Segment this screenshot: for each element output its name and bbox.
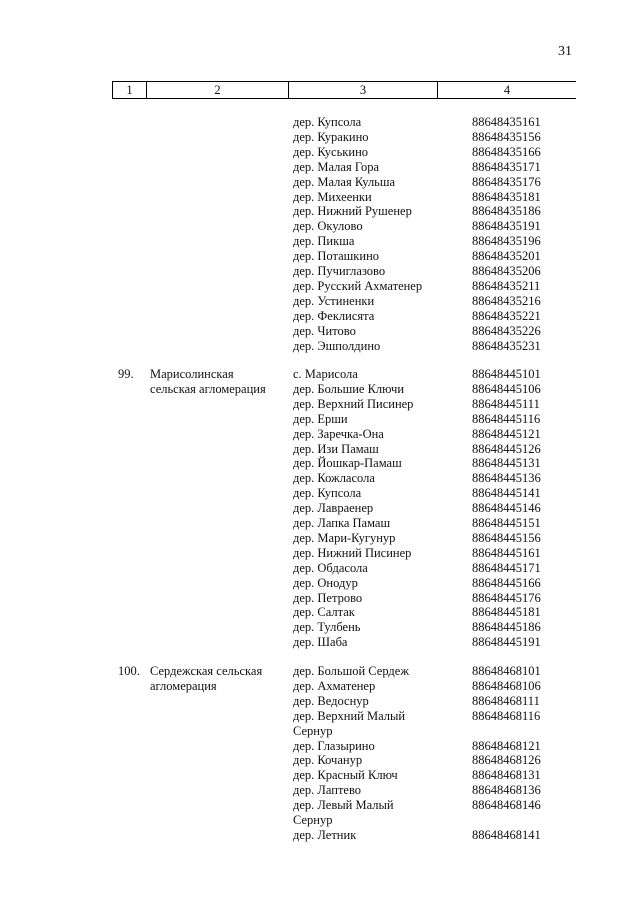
table-row: [0, 294, 639, 309]
oktmo-code: 88648468121: [472, 738, 541, 753]
settlement-name: дер. Куськино: [293, 144, 369, 159]
table-row: [0, 234, 639, 249]
table-row: [0, 620, 639, 635]
oktmo-code: 88648445106: [472, 381, 541, 396]
table-row: [0, 768, 639, 783]
table-row: [0, 309, 639, 324]
table-row: [0, 115, 639, 130]
table-row: [0, 664, 639, 679]
settlement-name: дер. Красный Ключ: [293, 768, 398, 783]
oktmo-code: 88648445141: [472, 486, 541, 501]
table-header: [112, 81, 576, 99]
table-row: [0, 471, 639, 486]
header-col-3: 3: [288, 82, 437, 98]
table-row: [0, 249, 639, 264]
table-row: [0, 724, 639, 739]
table-row: [0, 160, 639, 175]
oktmo-code: 88648435196: [472, 234, 541, 249]
settlement-name: дер. Большие Ключи: [293, 381, 405, 396]
oktmo-code: 88648445151: [472, 516, 541, 530]
table-row: [0, 130, 639, 145]
table-row: [0, 264, 639, 279]
table-row: [0, 219, 639, 234]
oktmo-code: 88648468136: [472, 783, 541, 798]
settlement-name: дер. Большой Сердеж: [293, 664, 409, 678]
oktmo-code: 88648435206: [472, 264, 541, 278]
settlement-name: дер. Йошкар-Памаш: [293, 456, 402, 471]
settlement-name: дер. Малая Гора: [293, 159, 380, 174]
oktmo-code: 88648445191: [472, 635, 541, 650]
settlement-name: дер. Кожласола: [293, 471, 375, 486]
table-row: [0, 382, 639, 397]
settlement-name: дер. Пучиглазово: [293, 264, 386, 278]
settlement-name: дер. Салтак: [293, 605, 355, 620]
settlement-name: Сернур: [293, 723, 333, 738]
table-row: [0, 576, 639, 591]
settlement-name: дер. Русский Ахматенер: [293, 278, 423, 293]
table-row: [0, 412, 639, 427]
oktmo-code: 88648435191: [472, 219, 541, 234]
table-row: [0, 798, 639, 813]
oktmo-code: 88648435221: [472, 308, 541, 323]
settlement-name: дер. Левый Малый: [293, 798, 394, 813]
settlement-name: Сернур: [293, 813, 333, 827]
oktmo-code: 88648435166: [472, 144, 541, 159]
oktmo-code: 88648445181: [472, 605, 541, 620]
settlement-name: дер. Лапка Памаш: [293, 516, 391, 530]
oktmo-code: 88648445171: [472, 560, 541, 575]
table-row: [0, 828, 639, 843]
settlement-name: дер. Нижний Рушенер: [293, 204, 412, 219]
agglomeration-name: Сердежская сельская агломерация: [150, 664, 263, 693]
settlement-name: дер. Пикша: [293, 234, 355, 249]
settlement-name: дер. Читово: [293, 323, 356, 338]
table-row: [0, 204, 639, 219]
oktmo-code: 88648468101: [472, 664, 541, 678]
table-row: [0, 531, 639, 546]
oktmo-code: 88648435231: [472, 338, 541, 353]
settlement-name: дер. Онодур: [293, 575, 358, 590]
settlement-name: дер. Феклисята: [293, 308, 375, 323]
settlement-name: дер. Тулбень: [293, 620, 361, 635]
header-col-4: 4: [437, 82, 576, 98]
oktmo-code: 88648468126: [472, 753, 541, 768]
table-row: [0, 175, 639, 190]
oktmo-code: 88648468146: [472, 798, 541, 813]
table-row: [0, 427, 639, 442]
table-row: [0, 694, 639, 709]
oktmo-code: 88648435176: [472, 174, 541, 189]
settlement-name: дер. Ведоснур: [293, 693, 369, 708]
oktmo-code: 88648445131: [472, 456, 541, 471]
table-row: [0, 813, 639, 828]
settlement-name: с. Марисола: [293, 367, 358, 381]
oktmo-code: 88648435161: [472, 115, 541, 129]
header-col-1: 1: [112, 82, 146, 98]
settlement-name: дер. Глазырино: [293, 738, 375, 753]
table-row: [0, 546, 639, 561]
settlement-name: дер. Окулово: [293, 219, 363, 234]
table-row: [0, 442, 639, 457]
table-row: [0, 324, 639, 339]
settlement-name: дер. Нижний Писинер: [293, 545, 412, 560]
table-row: [0, 783, 639, 798]
oktmo-code: 88648435156: [472, 129, 541, 144]
oktmo-code: 88648445156: [472, 530, 541, 545]
header-col-2: 2: [146, 82, 288, 98]
table-row: [0, 339, 639, 354]
oktmo-code: 88648445101: [472, 367, 541, 381]
settlement-name: дер. Эшполдино: [293, 338, 381, 353]
oktmo-code: 88648445186: [472, 620, 541, 635]
settlement-name: дер. Летник: [293, 827, 357, 842]
table-row: [0, 561, 639, 576]
settlement-name: дер. Верхний Малый: [293, 708, 406, 723]
settlement-name: дер. Шаба: [293, 635, 348, 650]
table-row: [0, 605, 639, 620]
oktmo-code: 88648445116: [472, 411, 541, 426]
settlement-name: дер. Кочанур: [293, 753, 363, 768]
settlement-name: дер. Заречка-Она: [293, 426, 384, 441]
table-row: [0, 190, 639, 205]
table-row: [0, 397, 639, 412]
settlement-name: дер. Ерши: [293, 411, 348, 426]
oktmo-code: 88648435216: [472, 293, 541, 308]
table-row: [0, 456, 639, 471]
settlement-name: дер. Петрово: [293, 590, 363, 605]
oktmo-code: 88648445166: [472, 575, 541, 590]
page-number: 31: [558, 44, 572, 59]
table-row: [0, 679, 639, 694]
oktmo-code: 88648445111: [472, 396, 540, 411]
oktmo-code: 88648445176: [472, 590, 541, 605]
table-row: [0, 753, 639, 768]
table-row: [0, 367, 639, 382]
oktmo-code: 88648468111: [472, 693, 540, 708]
table-row: [0, 279, 639, 294]
settlement-name: дер. Михеенки: [293, 189, 372, 204]
table-row: [0, 516, 639, 531]
settlement-name: дер. Куракино: [293, 129, 369, 144]
settlement-name: дер. Обдасола: [293, 560, 368, 575]
settlement-name: дер. Мари-Кугунур: [293, 530, 396, 545]
oktmo-code: 88648468131: [472, 768, 541, 783]
section-number: 100.: [118, 664, 140, 678]
settlement-name: дер. Малая Кульша: [293, 174, 396, 189]
settlement-name: дер. Поташкино: [293, 249, 380, 264]
settlement-name: дер. Ахматенер: [293, 678, 376, 693]
section-number: 99.: [118, 367, 134, 381]
oktmo-code: 88648445161: [472, 545, 541, 560]
oktmo-code: 88648435181: [472, 189, 541, 204]
settlement-name: дер. Устиненки: [293, 293, 375, 308]
oktmo-code: 88648445146: [472, 501, 541, 516]
oktmo-code: 88648445121: [472, 426, 541, 441]
oktmo-code: 88648445136: [472, 471, 541, 486]
oktmo-code: 88648468116: [472, 708, 541, 723]
oktmo-code: 88648435186: [472, 204, 541, 219]
settlement-name: дер. Купсола: [293, 486, 362, 501]
settlement-name: дер. Лавраенер: [293, 501, 374, 516]
table-row: [0, 739, 639, 754]
oktmo-code: 88648468141: [472, 827, 541, 842]
oktmo-code: 88648435226: [472, 323, 541, 338]
settlement-name: дер. Верхний Писинер: [293, 396, 414, 411]
table-row: [0, 145, 639, 160]
table-row: [0, 591, 639, 606]
settlement-name: дер. Купсола: [293, 115, 362, 129]
table-row: [0, 501, 639, 516]
settlement-name: дер. Изи Памаш: [293, 441, 379, 456]
table-row: [0, 486, 639, 501]
oktmo-code: 88648445126: [472, 441, 541, 456]
table-row: [0, 635, 639, 650]
table-row: [0, 709, 639, 724]
oktmo-code: 88648468106: [472, 678, 541, 693]
oktmo-code: 88648435201: [472, 249, 541, 264]
oktmo-code: 88648435211: [472, 278, 541, 293]
agglomeration-name: Марисолинская сельская агломерация: [150, 367, 266, 396]
settlement-name: дер. Лаптево: [293, 783, 362, 798]
oktmo-code: 88648435171: [472, 159, 541, 174]
